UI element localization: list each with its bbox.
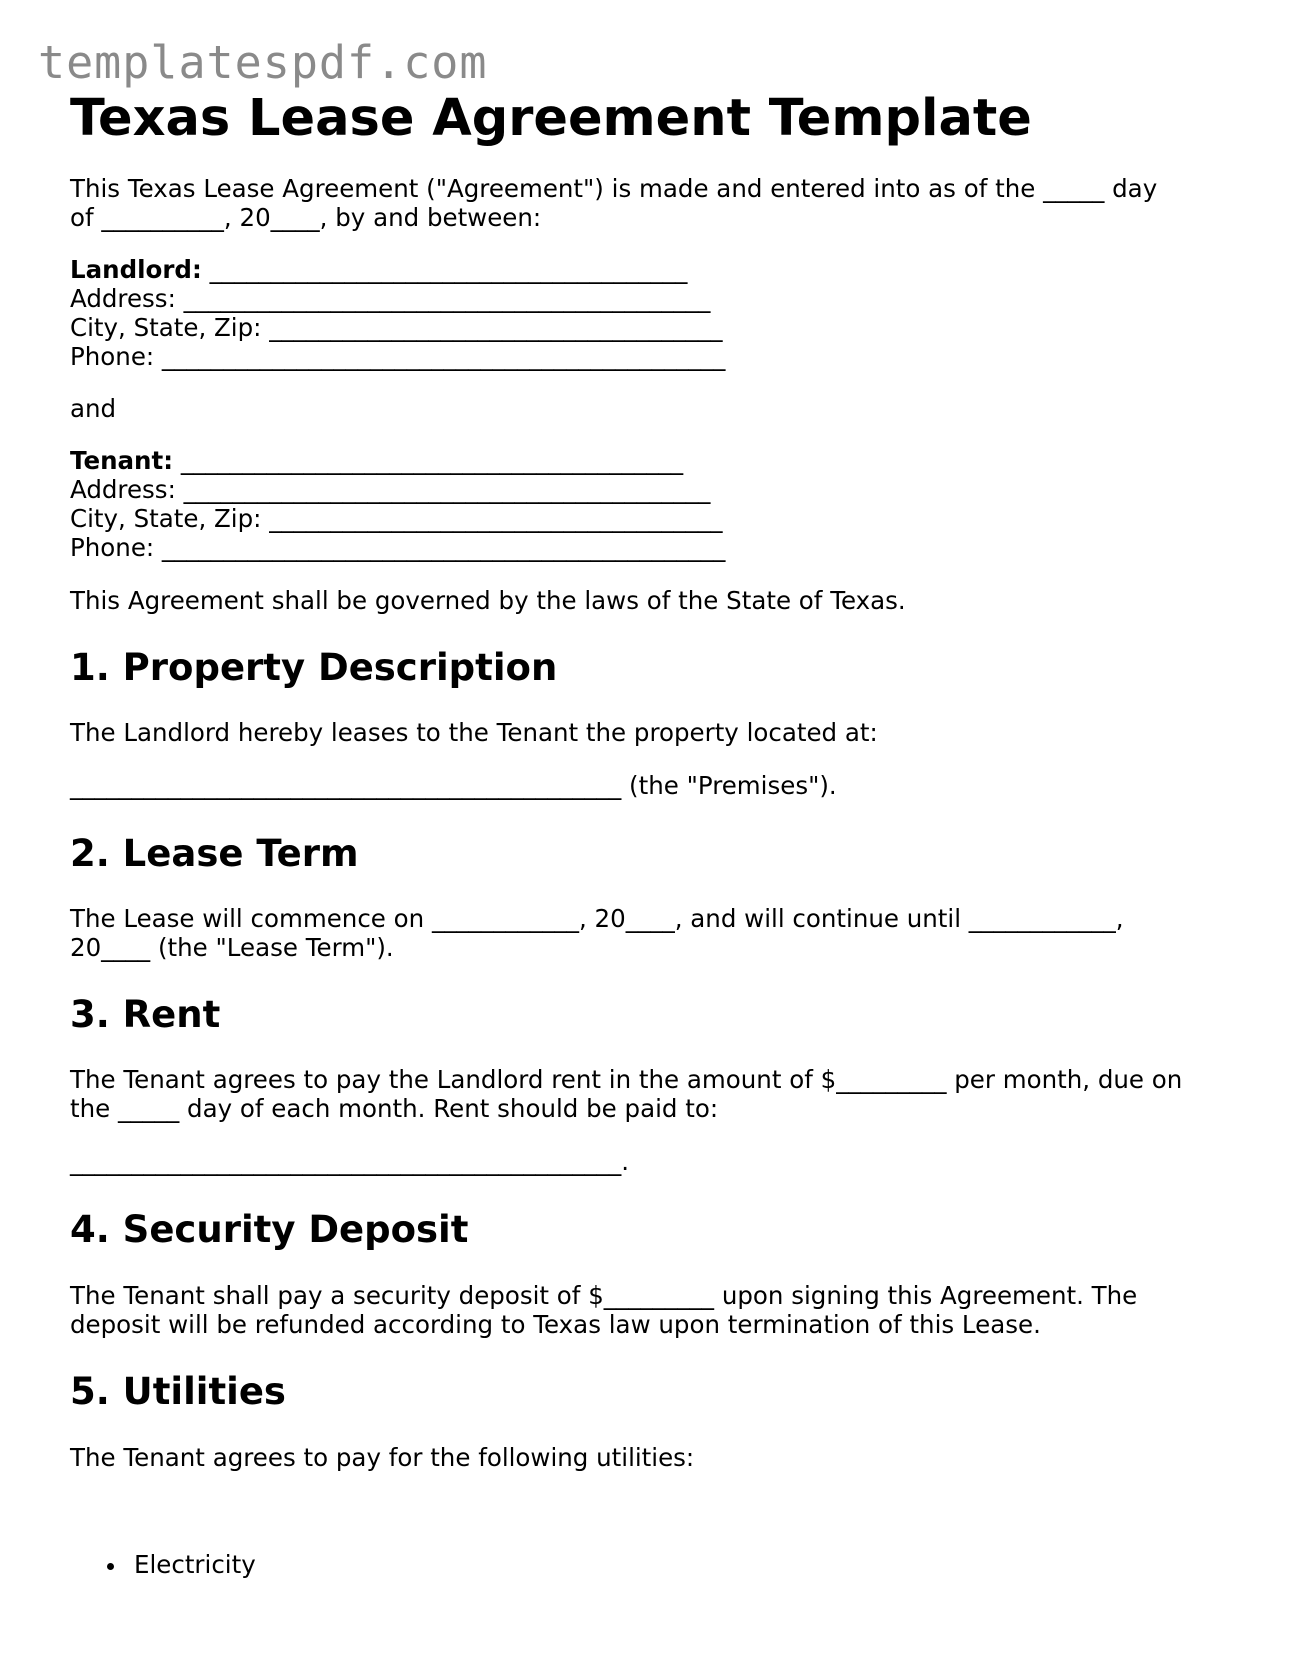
governing-law: This Agreement shall be governed by the laws of the State of Texas. <box>70 586 906 615</box>
section-heading-utilities: 5. Utilities <box>70 1370 286 1413</box>
and-text: and <box>70 394 117 423</box>
landlord-city-state-zip: City, State, Zip: _____________________________________ <box>70 313 723 342</box>
tenant-label: Tenant: <box>70 446 174 475</box>
term-line-1: The Lease will commence on ____________, 20____, and will continue until ____________, <box>70 904 1124 933</box>
utilities-line-1: The Tenant agrees to pay for the following utilities: <box>70 1443 695 1472</box>
tenant-name-blank: _________________________________________ <box>180 446 684 475</box>
term-line-2: 20____ (the "Lease Term"). <box>70 933 394 962</box>
watermark: templatespdf.com <box>38 36 488 89</box>
landlord-name-line <box>70 255 687 285</box>
list-item <box>70 1550 256 1580</box>
intro-line-2: of __________, 20____, by and between: <box>70 203 542 232</box>
property-line-1: The Landlord hereby leases to the Tenant the property located at: <box>70 718 878 747</box>
landlord-label: Landlord: <box>70 255 202 284</box>
property-line-2: _____________________________________________ (the "Premises"). <box>70 771 837 800</box>
tenant-city-state-zip: City, State, Zip: _____________________________________ <box>70 504 723 533</box>
bullet-icon <box>107 1563 114 1570</box>
document-title: Texas Lease Agreement Template <box>70 89 1032 148</box>
intro-line-1: This Texas Lease Agreement ("Agreement") is made and entered into as of the _____ day <box>70 174 1158 203</box>
rent-line-1: The Tenant agrees to pay the Landlord rent in the amount of $_________ per month, due on <box>70 1065 1183 1094</box>
landlord-phone: Phone: ______________________________________________ <box>70 342 726 371</box>
section-heading-property: 1. Property Description <box>70 646 558 689</box>
utility-item-label: Electricity <box>134 1550 256 1579</box>
rent-line-2: the _____ day of each month. Rent should be paid to: <box>70 1094 719 1123</box>
deposit-line-1: The Tenant shall pay a security deposit of $_________ upon signing this Agreement. The <box>70 1281 1138 1310</box>
section-heading-rent: 3. Rent <box>70 993 221 1036</box>
tenant-phone: Phone: ______________________________________________ <box>70 533 726 562</box>
deposit-line-2: deposit will be refunded according to Texas law upon termination of this Lease. <box>70 1310 1041 1339</box>
tenant-name-line <box>70 446 683 476</box>
section-heading-deposit: 4. Security Deposit <box>70 1208 469 1251</box>
landlord-address: Address: ___________________________________________ <box>70 284 711 313</box>
rent-line-3: _____________________________________________. <box>70 1147 630 1176</box>
tenant-address: Address: ___________________________________________ <box>70 475 711 504</box>
utilities-list <box>70 1550 256 1580</box>
section-heading-term: 2. Lease Term <box>70 832 359 875</box>
landlord-name-blank: _______________________________________ <box>209 255 688 284</box>
